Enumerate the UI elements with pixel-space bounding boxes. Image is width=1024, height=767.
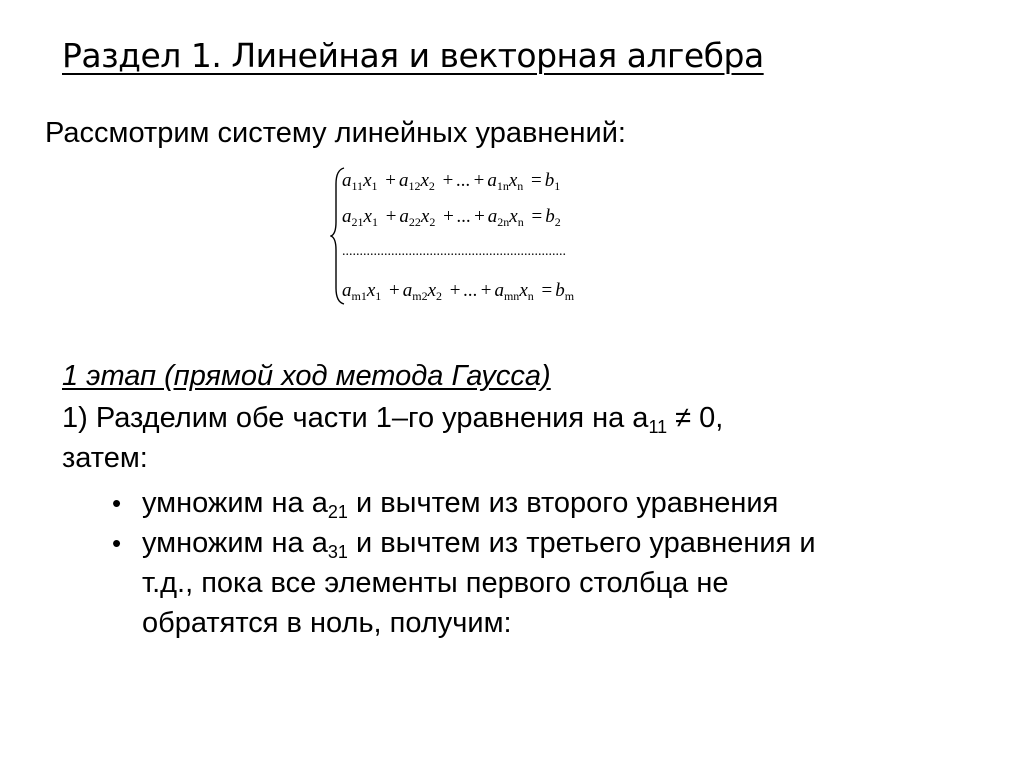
equation-row-2: $a_{21}x_1 + a_{22}x_2$ + ... + $a_{2n}x_n = b_2$ — [342, 206, 561, 229]
bullet-list — [112, 483, 816, 643]
list-item: • умножим на $a_{31}$ и вычтем из третьего уравнения и т.д., пока все элементы первого столбца не обратятся в ноль, получим: — [112, 523, 816, 643]
list-item: • умножим на $a_{21}$ и вычтем из второго уравнения — [112, 483, 816, 523]
equation-row-1: $a_{11}x_1 + a_{12}x_2$ + ... + $a_{1n}x_n = b_1$ — [342, 170, 561, 193]
step-1-text: 1) Разделим обе части 1–го уравнения на $a_{11} \ne 0$, — [62, 402, 724, 437]
equation-row-m: $a_{m1}x_1 + a_{m2}x_2$ + ... + $a_{mn}x_n = b_m$ — [342, 280, 575, 303]
bullet-icon: • — [112, 488, 122, 518]
stage-heading: 1 этап (прямой ход метода Гаусса) — [62, 360, 551, 392]
equation-dotted-row: ................................................................ — [342, 244, 566, 259]
intro-text: Рассмотрим систему линейных уравнений: — [45, 117, 626, 149]
equation-system — [330, 164, 650, 309]
step-1-continuation: затем: — [62, 442, 148, 474]
bullet-icon: • — [112, 528, 122, 558]
slide-title: Раздел 1. Линейная и векторная алгебра — [62, 36, 764, 75]
